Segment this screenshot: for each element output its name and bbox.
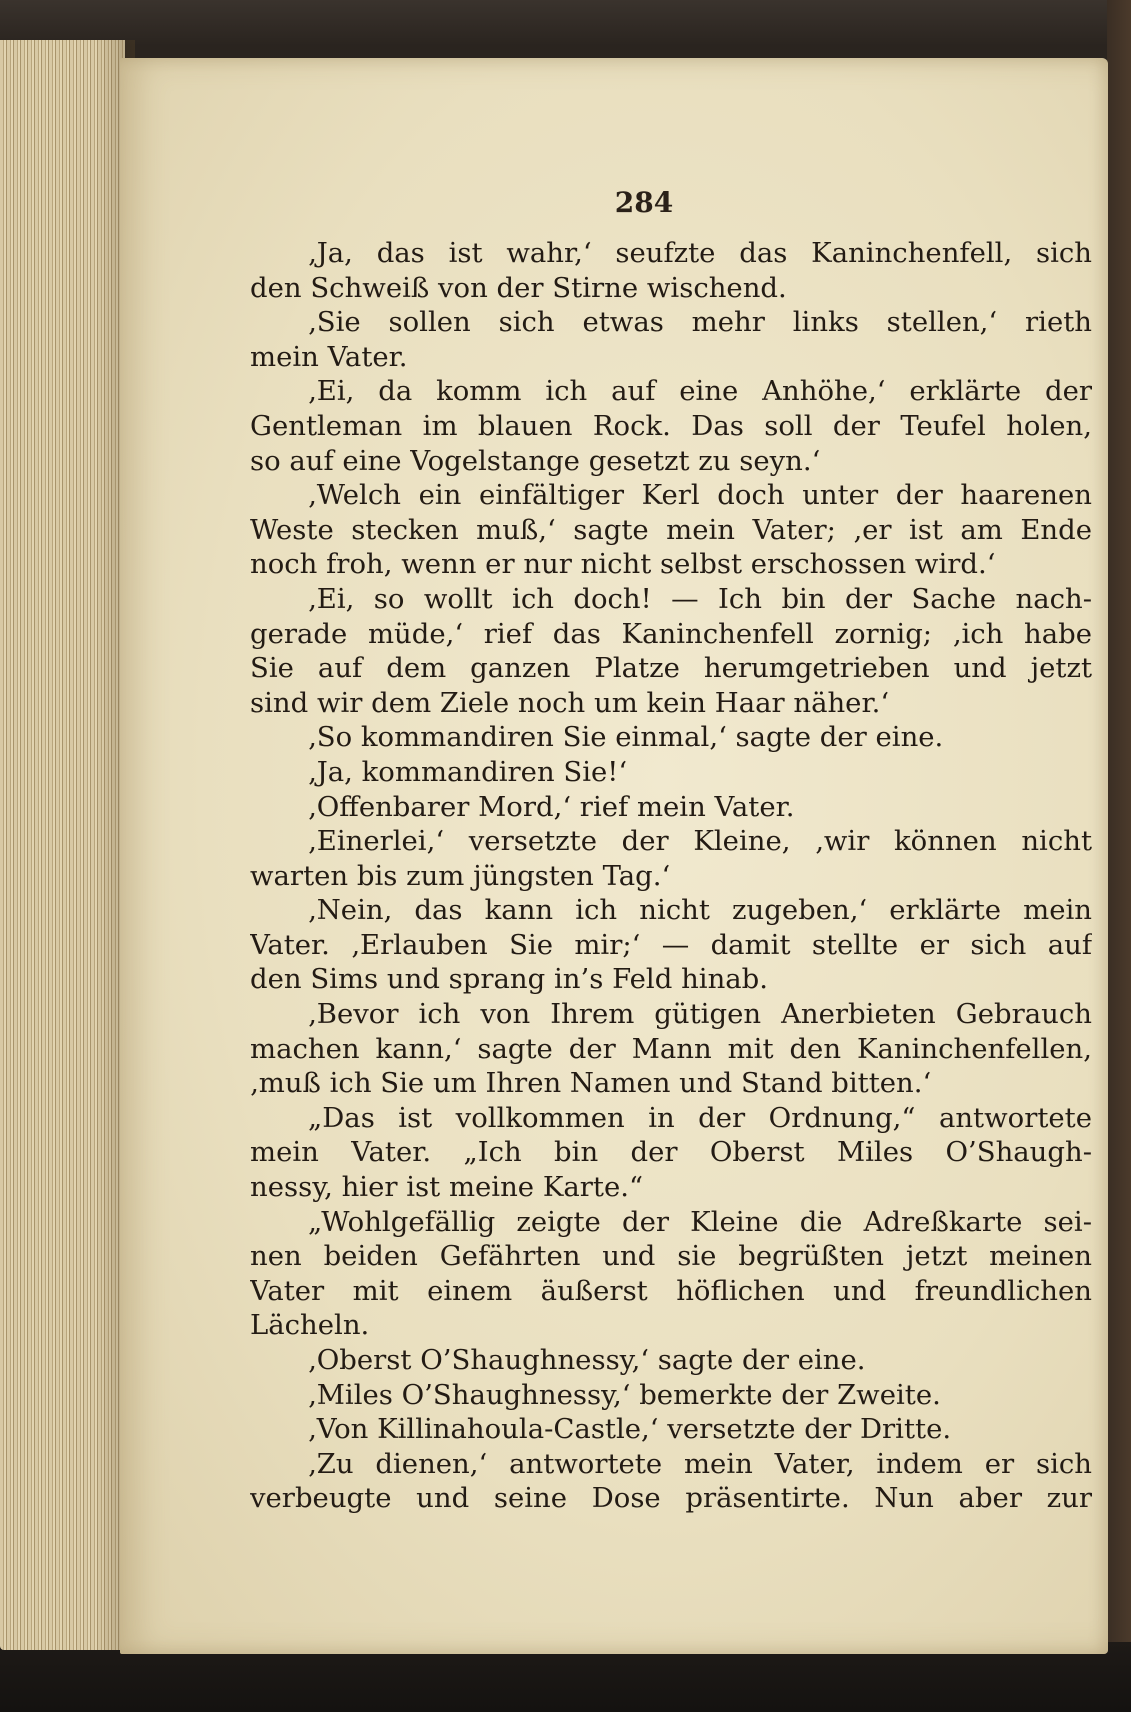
text-line: ‚Von Killinahoula-Castle,‘ versetzte der Dritte.	[308, 1413, 952, 1446]
text-line: ‚muß ich Sie um Ihren Namen und Stand bitten.‘	[250, 1067, 932, 1100]
text-line: verbeugte und seine Dose präsentirte. Nun aber zur	[250, 1482, 1092, 1515]
text-line: den Sims und sprang in’s Feld hinab.	[250, 963, 769, 996]
text-line: ‚Oberst O’Shaughnessy,‘ sagte der eine.	[308, 1344, 866, 1376]
text-line: ‚Miles O’Shaughnessy,‘ bemerkte der Zweite.	[308, 1378, 941, 1411]
text-line: „Wohlgefällig zeigte der Kleine die Adreßkarte sei-	[308, 1205, 1092, 1238]
book-cover-top	[0, 0, 1131, 46]
text-line: ‚Offenbarer Mord,‘ rief mein Vater.	[308, 790, 795, 823]
book-page	[120, 58, 1108, 1654]
text-line: Lächeln.	[250, 1309, 370, 1342]
book-cover-right	[1107, 0, 1131, 1712]
text-line: warten bis zum jüngsten Tag.‘	[250, 859, 671, 892]
page-number: 284	[614, 186, 674, 219]
text-line: Gentleman im blauen Rock. Das soll der Teufel holen,	[250, 409, 1092, 442]
text-line: machen kann,‘ sagte der Mann mit den Kaninchenfellen,	[250, 1032, 1092, 1065]
text-line: ‚Ei, da komm ich auf eine Anhöhe,‘ erklärte der	[308, 375, 1092, 408]
text-line: ‚Nein, das kann ich nicht zugeben,‘ erklärte mein	[308, 894, 1092, 927]
text-line: ‚Ja, kommandiren Sie!‘	[308, 755, 628, 788]
text-line: Vater. ‚Erlauben Sie mir;‘ — damit stellte er sich auf	[250, 928, 1092, 961]
text-line: ‚Welch ein einfältiger Kerl doch unter der haarenen	[308, 479, 1092, 512]
text-line: ‚Ja, das ist wahr,‘ seufzte das Kaninchenfell, sich	[308, 237, 1092, 269]
text-line: so auf eine Vogelstange gesetzt zu seyn.‘	[250, 444, 821, 477]
text-line: sind wir dem Ziele noch um kein Haar näher.‘	[250, 686, 890, 719]
text-line: ‚Zu dienen,‘ antwortete mein Vater, indem er sich	[308, 1447, 1092, 1480]
text-line: nessy, hier ist meine Karte.“	[250, 1171, 644, 1204]
text-line: ‚So kommandiren Sie einmal,‘ sagte der eine.	[308, 721, 944, 754]
page-text	[250, 236, 1092, 1516]
text-line: Vater mit einem äußerst höflichen und freundlichen	[250, 1274, 1092, 1307]
text-line: gerade müde,‘ rief das Kaninchenfell zornig; ‚ich habe	[250, 617, 1092, 650]
text-line: „Das ist vollkommen in der Ordnung,“ antwortete	[308, 1101, 1092, 1134]
text-line: ‚Sie sollen sich etwas mehr links stellen,‘ rieth	[308, 306, 1092, 339]
text-line: mein Vater. „Ich bin der Oberst Miles O’Shaugh-	[250, 1136, 1092, 1169]
text-line: ‚Bevor ich von Ihrem gütigen Anerbieten Gebrauch	[308, 998, 1092, 1031]
text-line: den Schweiß von der Stirne wischend.	[250, 271, 787, 304]
text-line: nen beiden Gefährten und sie begrüßten jetzt meinen	[250, 1240, 1092, 1273]
text-line: noch froh, wenn er nur nicht selbst erschossen wird.‘	[250, 548, 996, 581]
text-line: ‚Einerlei,‘ versetzte der Kleine, ‚wir können nicht	[308, 825, 1092, 858]
text-line: Sie auf dem ganzen Platze herumgetrieben und jetzt	[250, 652, 1092, 685]
text-line: mein Vater.	[250, 340, 408, 373]
text-line: Weste stecken muß,‘ sagte mein Vater; ‚er ist am Ende	[250, 513, 1092, 546]
text-line: ‚Ei, so wollt ich doch! — Ich bin der Sache nach-	[308, 582, 1092, 615]
